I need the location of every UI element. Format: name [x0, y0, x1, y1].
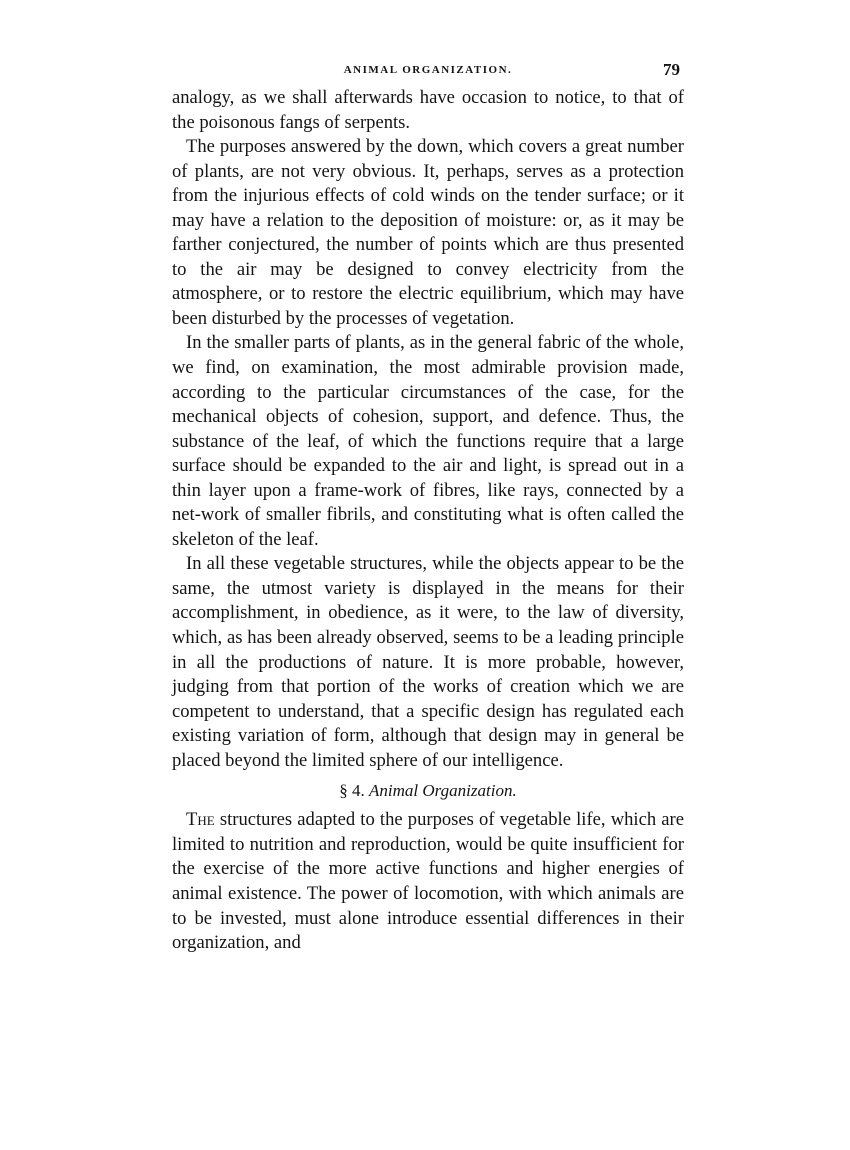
paragraph-text: structures adapted to the purposes of vegetable life, which are limited to nutrition and reproduction, would be quite insufficient for the exercise of the more active functions and higher energies of animal existence. The power of locomotion, with which animals are to be invested, must alone introduce essential differences in their organization, and: [172, 809, 684, 954]
book-page: [172, 56, 684, 956]
page-number: 79: [663, 60, 680, 79]
running-title: ANIMAL ORGANIZATION.: [343, 64, 513, 76]
section-heading: [172, 779, 684, 803]
paragraph-continued: analogy, as we shall afterwards have occasion to notice, to that of the poisonous fangs of serpents.: [172, 87, 684, 133]
running-head: [172, 56, 684, 86]
paragraph-animal-organization: [172, 808, 684, 955]
paragraph-vegetable-structures: In all these vegetable structures, while the objects appear to be the same, the utmost variety is displayed in the means for their accomplishment, in obedience, as it were, to the law of diversity, which, as has been already observed, seems to be a leading principle in all the productions of nature. It is more probable, however, judging from that portion of the works of creation which we are competent to understand, that a specific design has regulated each existing variation of form, although that design may in general be placed beyond the limited sphere of our intelligence.: [172, 553, 684, 771]
section-title: Animal Organization.: [369, 781, 517, 801]
paragraph-down-of-plants: The purposes answered by the down, which covers a great number of plants, are not very obvious. It, perhaps, serves as a protection from the injurious effects of cold winds on the tender surface; or it may have a relation to the deposition of moisture: or, as it may be farther conjectured, the number of points which are thus presented to the air may be designed to convey electricity from the atmosphere, or to restore the electric equilibrium, which may have been disturbed by the processes of vegetation.: [172, 136, 684, 329]
paragraph-lead-word: The: [186, 809, 215, 831]
section-number: § 4.: [339, 781, 365, 801]
paragraph-smaller-parts: In the smaller parts of plants, as in the general fabric of the whole, we find, on examination, the most admirable provision made, according to the particular circumstances of the case, for the mechanical objects of cohesion, support, and defence. Thus, the substance of the leaf, of which the functions require that a large surface should be expanded to the air and light, is spread out in a thin layer upon a frame-work of fibres, like rays, connected by a net-work of smaller fibrils, and constituting what is often called the skeleton of the leaf.: [172, 332, 684, 550]
body-text: [172, 86, 684, 956]
